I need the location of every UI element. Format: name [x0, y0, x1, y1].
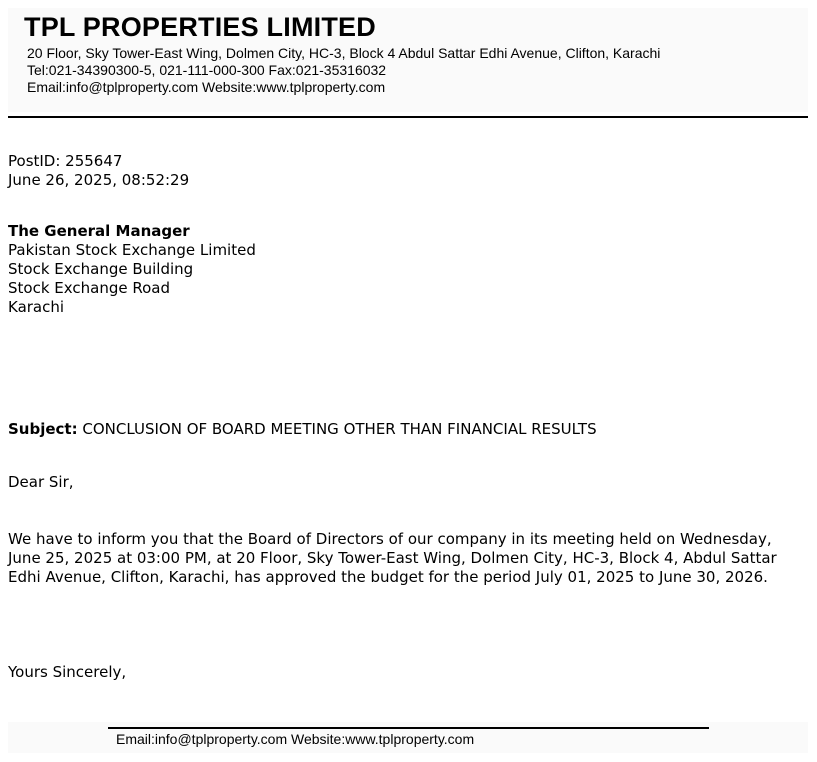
header-divider: [8, 116, 808, 118]
footer-email-website: Email:info@tplproperty.com Website:www.tplproperty.com: [116, 731, 475, 747]
recipient-building: Stock Exchange Building: [8, 260, 194, 278]
letterhead: [8, 8, 808, 112]
post-id: PostID: 255647: [8, 152, 123, 170]
recipient-title: The General Manager: [8, 222, 190, 240]
recipient-address-block: [8, 222, 256, 317]
closing: Yours Sincerely,: [8, 663, 127, 681]
footer-divider: [108, 727, 709, 729]
letter-footer: [8, 722, 808, 753]
subject-label: Subject:: [8, 420, 78, 438]
post-datetime: June 26, 2025, 08:52:29: [8, 171, 190, 189]
salutation: Dear Sir,: [8, 473, 74, 491]
company-phone-fax: Tel:021-34390300-5, 021-111-000-300 Fax:021-35316032: [27, 62, 387, 78]
company-name: TPL PROPERTIES LIMITED: [24, 12, 376, 42]
recipient-city: Karachi: [8, 298, 65, 316]
subject-line: [8, 420, 597, 439]
company-email-website: Email:info@tplproperty.com Website:www.tplproperty.com: [27, 79, 386, 95]
letter-body: We have to inform you that the Board of Directors of our company in its meeting held on Wednesday, June 25, 2025 at 03:00 PM, at 20 Floor, Sky Tower-East Wing, Dolmen City, HC-3, Block 4, Abdul Sattar Edhi Avenue, Clifton, Karachi, has approved the budget for the period July 01, 2025 to June 30, 2026.: [8, 530, 777, 586]
company-address: 20 Floor, Sky Tower-East Wing, Dolmen City, HC-3, Block 4 Abdul Sattar Edhi Avenue, Clifton, Karachi: [27, 45, 661, 61]
recipient-organization: Pakistan Stock Exchange Limited: [8, 241, 256, 259]
subject-text: CONCLUSION OF BOARD MEETING OTHER THAN FINANCIAL RESULTS: [82, 420, 597, 438]
recipient-road: Stock Exchange Road: [8, 279, 170, 297]
